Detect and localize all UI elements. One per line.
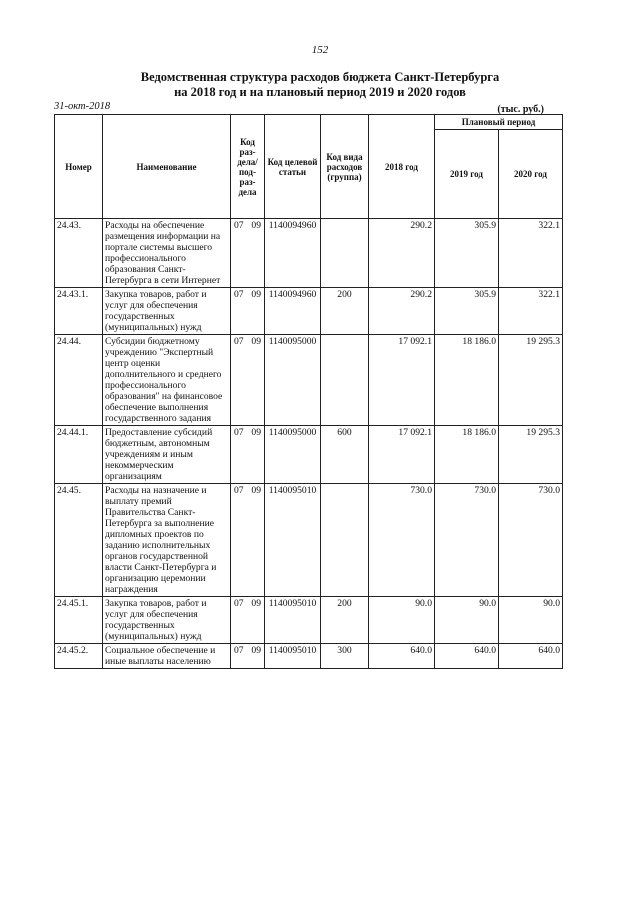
title-line-1: Ведомственная структура расходов бюджета Санкт-Петербурга xyxy=(140,70,500,84)
row-vid-code xyxy=(321,484,369,597)
row-number: 24.45.1. xyxy=(55,597,103,644)
row-number: 24.45. xyxy=(55,484,103,597)
row-podrazdel: 09 xyxy=(251,485,261,496)
units-label: (тыс. руб.) xyxy=(497,104,544,115)
row-value-2018: 730.0 xyxy=(369,484,435,597)
row-target-code: 1140094960 xyxy=(265,219,321,288)
table-row xyxy=(55,644,563,669)
title-line-2: на 2018 год и на плановый период 2019 и 2020 годов xyxy=(174,85,466,99)
row-number: 24.45.2. xyxy=(55,644,103,669)
row-vid-code xyxy=(321,219,369,288)
row-value-2019: 305.9 xyxy=(435,219,499,288)
row-name: Расходы на назначение и выплату премий Правительства Санкт-Петербурга за выполнение дипломных проектов по заданию исполнительных органов государственной власти Санкт-Петербурга и организацию церемонии награждения xyxy=(103,484,231,597)
row-value-2020: 322.1 xyxy=(499,219,563,288)
row-name: Закупка товаров, работ и услуг для обеспечения государственных (муниципальных) нужд xyxy=(103,597,231,644)
row-number: 24.43.1. xyxy=(55,288,103,335)
row-value-2018: 90.0 xyxy=(369,597,435,644)
row-value-2018: 640.0 xyxy=(369,644,435,669)
row-razdel-code xyxy=(231,644,265,669)
row-vid-code: 300 xyxy=(321,644,369,669)
table-body xyxy=(55,219,563,669)
row-razdel-code xyxy=(231,288,265,335)
row-vid-code: 200 xyxy=(321,288,369,335)
row-vid-code: 600 xyxy=(321,426,369,484)
row-name: Социальное обеспечение и иные выплаты населению xyxy=(103,644,231,669)
budget-table xyxy=(54,114,563,669)
row-name: Предоставление субсидий бюджетным, автономным учреждениям и иным некоммерческим организациям xyxy=(103,426,231,484)
row-razdel: 07 xyxy=(234,598,244,609)
row-value-2018: 290.2 xyxy=(369,219,435,288)
document-date: 31-окт-2018 xyxy=(54,101,111,112)
table-row xyxy=(55,288,563,335)
row-podrazdel: 09 xyxy=(251,289,261,300)
header-name: Наименование xyxy=(103,115,231,219)
row-value-2018: 17 092.1 xyxy=(369,426,435,484)
row-name: Субсидии бюджетному учреждению "Экспертный центр оценки дополнительного и среднего профессионального образования" на финансовое обеспечение выполнения государственного задания xyxy=(103,335,231,426)
row-vid-code xyxy=(321,335,369,426)
row-value-2019: 730.0 xyxy=(435,484,499,597)
table-header-row xyxy=(55,115,563,130)
header-razdel: Код раз-дела/ под-раз-дела xyxy=(231,115,265,219)
header-vid: Код вида расходов (группа) xyxy=(321,115,369,219)
row-razdel: 07 xyxy=(234,485,244,496)
row-target-code: 1140095010 xyxy=(265,597,321,644)
row-name: Расходы на обеспечение размещения информации на портале системы высшего профессионального образования Санкт-Петербурга в сети Интернет xyxy=(103,219,231,288)
row-razdel: 07 xyxy=(234,220,244,231)
row-value-2020: 322.1 xyxy=(499,288,563,335)
row-razdel-code xyxy=(231,335,265,426)
row-name: Закупка товаров, работ и услуг для обеспечения государственных (муниципальных) нужд xyxy=(103,288,231,335)
row-razdel-code xyxy=(231,219,265,288)
row-value-2018: 17 092.1 xyxy=(369,335,435,426)
row-razdel-code xyxy=(231,484,265,597)
row-value-2019: 90.0 xyxy=(435,597,499,644)
row-razdel-code xyxy=(231,426,265,484)
row-razdel-code xyxy=(231,597,265,644)
row-target-code: 1140095010 xyxy=(265,484,321,597)
row-vid-code: 200 xyxy=(321,597,369,644)
row-target-code: 1140094960 xyxy=(265,288,321,335)
row-target-code: 1140095000 xyxy=(265,335,321,426)
header-2018: 2018 год xyxy=(369,115,435,219)
page-number: 152 xyxy=(311,44,329,56)
row-value-2020: 19 295.3 xyxy=(499,335,563,426)
row-razdel: 07 xyxy=(234,289,244,300)
table-row xyxy=(55,597,563,644)
row-value-2019: 18 186.0 xyxy=(435,426,499,484)
row-value-2020: 730.0 xyxy=(499,484,563,597)
table-row xyxy=(55,426,563,484)
row-value-2019: 305.9 xyxy=(435,288,499,335)
row-razdel: 07 xyxy=(234,427,244,438)
row-value-2020: 19 295.3 xyxy=(499,426,563,484)
document-title xyxy=(60,70,580,100)
row-value-2018: 290.2 xyxy=(369,288,435,335)
row-podrazdel: 09 xyxy=(251,645,261,656)
row-razdel: 07 xyxy=(234,336,244,347)
row-target-code: 1140095010 xyxy=(265,644,321,669)
header-plan-period: Плановый период xyxy=(435,115,563,130)
row-podrazdel: 09 xyxy=(251,427,261,438)
header-number: Номер xyxy=(55,115,103,219)
row-razdel: 07 xyxy=(234,645,244,656)
row-podrazdel: 09 xyxy=(251,598,261,609)
header-2020: 2020 год xyxy=(499,130,563,219)
row-number: 24.44. xyxy=(55,335,103,426)
row-value-2019: 18 186.0 xyxy=(435,335,499,426)
row-value-2019: 640.0 xyxy=(435,644,499,669)
table-row xyxy=(55,484,563,597)
row-number: 24.43. xyxy=(55,219,103,288)
header-2019: 2019 год xyxy=(435,130,499,219)
row-value-2020: 90.0 xyxy=(499,597,563,644)
table-row xyxy=(55,219,563,288)
header-target: Код целевой статьи xyxy=(265,115,321,219)
row-podrazdel: 09 xyxy=(251,220,261,231)
row-value-2020: 640.0 xyxy=(499,644,563,669)
table-row xyxy=(55,335,563,426)
row-number: 24.44.1. xyxy=(55,426,103,484)
row-podrazdel: 09 xyxy=(251,336,261,347)
row-target-code: 1140095000 xyxy=(265,426,321,484)
